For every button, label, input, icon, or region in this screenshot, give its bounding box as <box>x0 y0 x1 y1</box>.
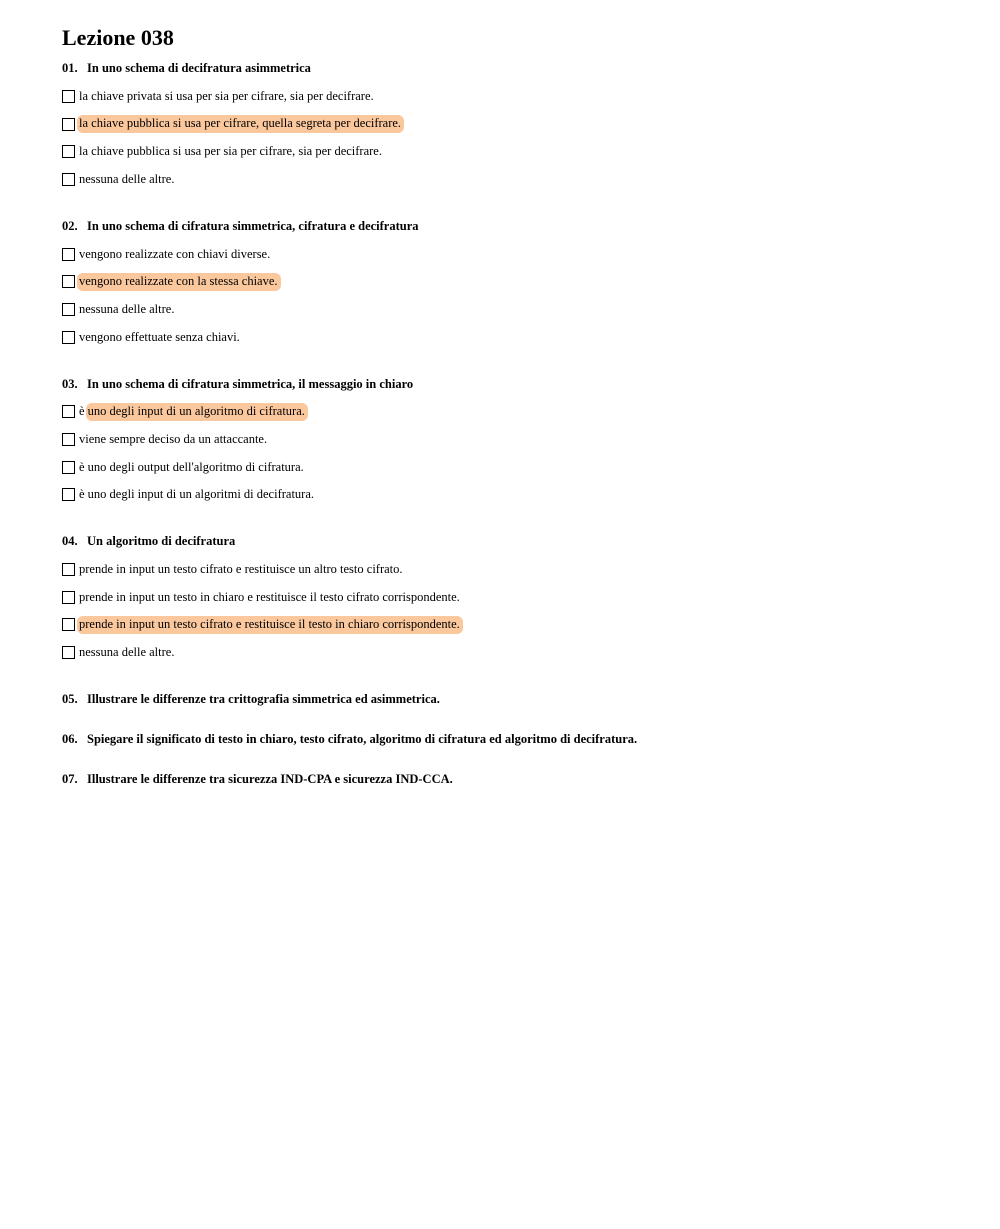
checkbox[interactable] <box>62 618 75 631</box>
question-heading <box>62 730 962 748</box>
question-text: In uno schema di cifratura simmetrica, il messaggio in chiaro <box>87 376 414 391</box>
option-label: nessuna delle altre. <box>79 301 175 316</box>
answer-option[interactable] <box>62 268 962 296</box>
checkbox[interactable] <box>62 646 75 659</box>
answer-option[interactable] <box>62 323 962 351</box>
checkbox[interactable] <box>62 488 75 501</box>
question-text: Spiegare il significato di testo in chiaro, testo cifrato, algoritmo di cifratura ed algoritmo di decifratura. <box>87 732 638 746</box>
checkbox[interactable] <box>62 248 75 261</box>
answer-option[interactable] <box>62 398 962 426</box>
option-label: prende in input un testo cifrato e restituisce un altro testo cifrato. <box>79 562 403 577</box>
answer-option[interactable] <box>62 639 962 667</box>
answer-option[interactable] <box>62 611 962 639</box>
question-text: Illustrare le differenze tra sicurezza IND-CPA e sicurezza IND-CCA. <box>87 772 453 786</box>
checkbox[interactable] <box>62 331 75 344</box>
option-prefix: è <box>79 404 85 419</box>
question-text: Un algoritmo di decifratura <box>87 534 236 549</box>
answer-options <box>62 556 962 667</box>
question-heading <box>62 217 962 235</box>
option-label: prende in input un testo in chiaro e restituisce il testo cifrato corrispondente. <box>79 589 460 604</box>
checkbox[interactable] <box>62 433 75 446</box>
question-1 <box>62 59 962 193</box>
option-label: è uno degli output dell'algoritmo di cifratura. <box>79 459 304 474</box>
option-label-highlighted: prende in input un testo cifrato e restituisce il testo in chiaro corrispondente. <box>77 616 463 634</box>
answer-option[interactable] <box>62 556 962 584</box>
document-page <box>62 24 962 788</box>
question-5 <box>62 690 962 708</box>
question-heading <box>62 770 962 788</box>
question-heading <box>62 375 962 393</box>
answer-options <box>62 240 962 351</box>
option-label: la chiave pubblica si usa per sia per cifrare, sia per decifrare. <box>79 144 382 159</box>
checkbox[interactable] <box>62 405 75 418</box>
checkbox[interactable] <box>62 303 75 316</box>
checkbox[interactable] <box>62 563 75 576</box>
question-text: Illustrare le differenze tra crittografia simmetrica ed asimmetrica. <box>87 692 440 706</box>
option-label: viene sempre deciso da un attaccante. <box>79 432 268 447</box>
option-label: nessuna delle altre. <box>79 645 175 660</box>
option-label: la chiave privata si usa per sia per cifrare, sia per decifrare. <box>79 88 374 103</box>
answer-option[interactable] <box>62 453 962 481</box>
page-title: Lezione 038 <box>62 25 174 50</box>
question-7 <box>62 770 962 788</box>
answer-options <box>62 83 962 194</box>
question-number: 07. <box>62 772 78 786</box>
option-label: vengono effettuate senza chiavi. <box>79 329 240 344</box>
option-label: nessuna delle altre. <box>79 171 175 186</box>
answer-option[interactable] <box>62 296 962 324</box>
question-number: 03. <box>62 376 78 391</box>
checkbox[interactable] <box>62 90 75 103</box>
option-label: vengono realizzate con chiavi diverse. <box>79 246 271 261</box>
question-number: 02. <box>62 218 78 233</box>
question-number: 05. <box>62 692 78 706</box>
option-label-highlighted: uno degli input di un algoritmo di cifratura. <box>86 403 308 421</box>
option-label-highlighted: vengono realizzate con la stessa chiave. <box>77 273 281 291</box>
answer-option[interactable] <box>62 426 962 454</box>
question-heading <box>62 532 962 550</box>
checkbox[interactable] <box>62 275 75 288</box>
answer-option[interactable] <box>62 481 962 509</box>
question-4 <box>62 532 962 666</box>
question-3 <box>62 375 962 509</box>
question-text: In uno schema di cifratura simmetrica, cifratura e decifratura <box>87 218 419 233</box>
answer-option[interactable] <box>62 110 962 138</box>
answer-option[interactable] <box>62 166 962 194</box>
question-heading <box>62 59 962 77</box>
answer-options <box>62 398 962 509</box>
checkbox[interactable] <box>62 118 75 131</box>
answer-option[interactable] <box>62 83 962 111</box>
question-heading <box>62 690 962 708</box>
checkbox[interactable] <box>62 591 75 604</box>
answer-option[interactable] <box>62 138 962 166</box>
option-label-highlighted: la chiave pubblica si usa per cifrare, quella segreta per decifrare. <box>77 115 404 133</box>
option-label: è uno degli input di un algoritmi di decifratura. <box>79 487 315 502</box>
question-number: 04. <box>62 534 78 549</box>
question-2 <box>62 217 962 351</box>
question-text: In uno schema di decifratura asimmetrica <box>87 61 311 75</box>
checkbox[interactable] <box>62 461 75 474</box>
checkbox[interactable] <box>62 145 75 158</box>
answer-option[interactable] <box>62 240 962 268</box>
answer-option[interactable] <box>62 583 962 611</box>
question-number: 06. <box>62 732 78 746</box>
question-6 <box>62 730 962 748</box>
checkbox[interactable] <box>62 173 75 186</box>
question-list <box>62 59 962 788</box>
question-number: 01. <box>62 61 78 75</box>
